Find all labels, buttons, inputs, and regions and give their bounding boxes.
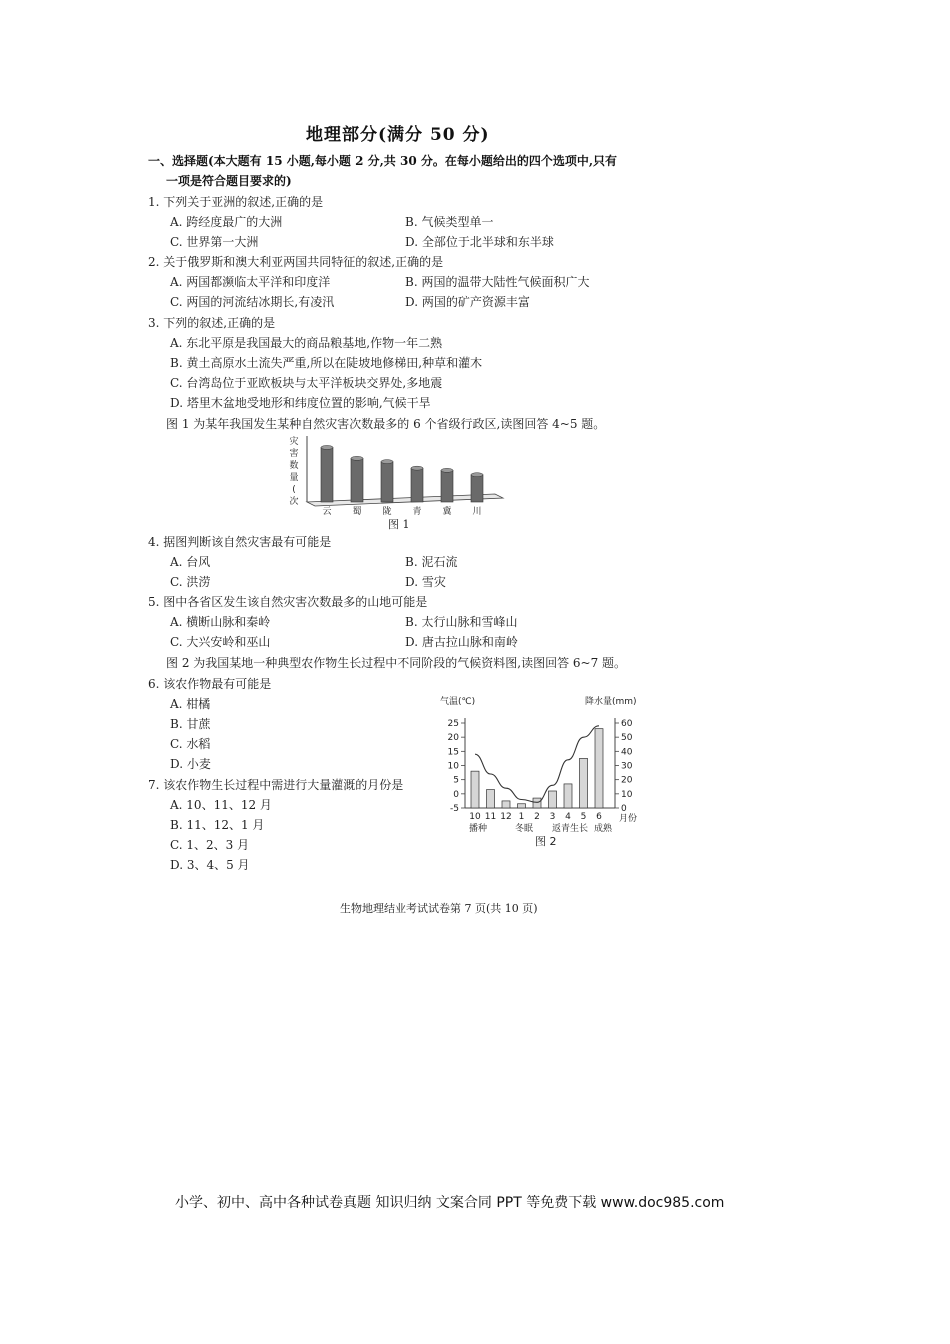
figure-2-month-1: 1 [518, 812, 525, 822]
figure-2-precip-bar-2 [533, 798, 541, 808]
site-footer: 小学、初中、高中各种试卷真题 知识归纳 文案合同 PPT 等免费下载 www.doc985.com [175, 1195, 725, 1211]
figure-2-stage-maturity: 成熟 [594, 824, 613, 834]
figure-2-precip-bar-12 [502, 801, 510, 808]
question-3-stem: 3. 下列的叙述,正确的是 [148, 316, 276, 330]
question-6-option-d: D. 小麦 [170, 757, 211, 771]
figure-2-precip-bar-11 [487, 790, 495, 808]
question-6-stem: 6. 该农作物最有可能是 [148, 677, 272, 691]
figure-2-stage-sowing: 播种 [469, 824, 488, 834]
question-1-option-b: B. 气候类型单一 [405, 215, 494, 229]
figure-2-month-3: 3 [549, 812, 556, 822]
svg-text:数: 数 [289, 461, 299, 471]
figure-2-month-5: 5 [580, 812, 587, 822]
page-number-footer: 生物地理结业考试试卷第 7 页(共 10 页) [340, 902, 538, 915]
figure-2-right-tick-4: 20 [621, 775, 633, 786]
figure-2-month-4: 4 [565, 812, 571, 822]
figure-1-bar-5 [441, 470, 453, 502]
question-1-option-c: C. 世界第一大洲 [170, 235, 259, 249]
question-2-option-a: A. 两国都濒临太平洋和印度洋 [170, 275, 331, 289]
question-4-option-c: C. 洪涝 [170, 575, 211, 589]
figure-1-bar-6 [471, 475, 483, 502]
figure-2-left-tick-5: 0 [453, 789, 459, 800]
figure-2-precip-bar-3 [549, 791, 557, 808]
question-7-option-c: C. 1、2、3 月 [170, 838, 250, 852]
question-6-option-c: C. 水稻 [170, 737, 211, 751]
figure-2-stage-regreening: 返青生长 [552, 824, 589, 834]
svg-text:次: 次 [289, 497, 299, 507]
figure-2-stage-dormancy: 冬眠 [515, 824, 534, 834]
question-4-option-a: A. 台风 [170, 555, 211, 569]
figure-2-right-tick-3: 30 [621, 761, 633, 772]
svg-text:(: ( [292, 485, 296, 495]
figure-2-month-2: 2 [534, 812, 540, 822]
question-4-stem: 4. 据图判断该自然灾害最有可能是 [148, 535, 332, 549]
question-1-option-a: A. 跨经度最广的大洲 [170, 215, 283, 229]
question-5-option-c: C. 大兴安岭和巫山 [170, 635, 271, 649]
question-7-option-d: D. 3、4、5 月 [170, 858, 250, 872]
svg-text:灾: 灾 [289, 437, 299, 447]
question-3-option-a: A. 东北平原是我国最大的商品粮基地,作物一年二熟 [170, 336, 443, 350]
question-2-stem: 2. 关于俄罗斯和澳大利亚两国共同特征的叙述,正确的是 [148, 255, 444, 269]
question-2-option-d: D. 两国的矿产资源丰富 [405, 295, 530, 309]
figure-2-right-tick-1: 50 [621, 733, 633, 744]
page-title: 地理部分(满分 50 分) [306, 125, 490, 145]
figure-1-bar-1 [321, 447, 333, 502]
figure-2-left-tick-6: -5 [450, 804, 459, 814]
figure-2-right-tick-6: 0 [621, 804, 627, 814]
question-7-option-a: A. 10、11、12 月 [170, 798, 272, 812]
svg-text:害: 害 [289, 449, 299, 459]
section-heading-line1: 一、选择题(本大题有 15 小题,每小题 2 分,共 30 分。在每小题给出的四个选项中,只有 [148, 154, 618, 168]
figure-2-ylabel-left: 气温(℃) [440, 697, 476, 707]
figure-2-right-tick-2: 40 [621, 747, 633, 758]
figure-2-month-11: 11 [484, 812, 497, 822]
figure-1-bar-top-3 [381, 460, 393, 464]
figure1-intro: 图 1 为某年我国发生某种自然灾害次数最多的 6 个省级行政区,读图回答 4~5 题。 [166, 417, 606, 431]
figure-2-right-tick-0: 60 [621, 719, 633, 729]
figure-1-category-5: 冀 [442, 507, 452, 517]
question-6-option-a: A. 柑橘 [170, 697, 211, 711]
figure-2-left-tick-3: 10 [447, 761, 459, 772]
figure-1-category-4: 青 [412, 507, 422, 517]
figure-1-category-3: 陇 [382, 507, 392, 517]
question-3-option-c: C. 台湾岛位于亚欧板块与太平洋板块交界处,多地震 [170, 376, 443, 390]
figure-1-bar-top-5 [441, 468, 453, 472]
question-4-option-b: B. 泥石流 [405, 555, 458, 569]
figure-2-caption: 图 2 [535, 835, 557, 848]
question-7-stem: 7. 该农作物生长过程中需进行大量灌溉的月份是 [148, 778, 404, 792]
question-5-option-d: D. 唐古拉山脉和南岭 [405, 635, 518, 649]
figure-2-precip-bar-5 [580, 758, 588, 808]
question-1-option-d: D. 全部位于北半球和东半球 [405, 235, 554, 249]
question-7-option-b: B. 11、12、1 月 [170, 818, 265, 832]
figure-1-category-6: 川 [472, 507, 482, 517]
question-5-option-a: A. 横断山脉和秦岭 [170, 615, 271, 629]
question-4-option-d: D. 雪灾 [405, 575, 446, 589]
question-6-option-b: B. 甘蔗 [170, 717, 211, 731]
figure-2-right-tick-5: 10 [621, 789, 633, 800]
section-heading-line2: 一项是符合题目要求的) [166, 174, 292, 188]
figure-1-ylabel [289, 435, 298, 507]
figure-2-month-6: 6 [596, 812, 602, 822]
figure-1-bar-2 [351, 458, 363, 502]
question-3-option-d: D. 塔里木盆地受地形和纬度位置的影响,气候干旱 [170, 396, 431, 410]
figure-2-xlabel: 月份 [619, 814, 638, 824]
figure-2-precip-bar-4 [564, 784, 572, 808]
figure-1-bar-top-6 [471, 473, 483, 477]
figure-2-left-tick-1: 20 [447, 733, 459, 744]
question-2-option-c: C. 两国的河流结冰期长,有凌汛 [170, 295, 335, 309]
question-3-option-b: B. 黄土高原水土流失严重,所以在陡坡地修梯田,种草和灌木 [170, 356, 483, 370]
figure-2-precip-bar-6 [595, 729, 603, 808]
question-2-option-b: B. 两国的温带大陆性气候面积广大 [405, 275, 590, 289]
figure-2-left-tick-0: 25 [447, 719, 459, 729]
figure-2-month-12: 12 [500, 812, 512, 822]
figure-1-bar-top-4 [411, 466, 423, 470]
question-5-stem: 5. 图中各省区发生该自然灾害次数最多的山地可能是 [148, 595, 428, 609]
figure2-intro: 图 2 为我国某地一种典型农作物生长过程中不同阶段的气候资料图,读图回答 6~7 题。 [166, 656, 627, 670]
question-1-stem: 1. 下列关于亚洲的叙述,正确的是 [148, 195, 324, 209]
svg-text:量: 量 [289, 473, 299, 483]
question-5-option-b: B. 太行山脉和雪峰山 [405, 615, 518, 629]
figure-2-ylabel-right: 降水量(mm) [585, 697, 637, 707]
figure-2-precip-bar-10 [471, 771, 479, 808]
figure-1-bar-4 [411, 468, 423, 502]
figure-1-category-1: 云 [322, 507, 332, 517]
figure-1-category-2: 蜀 [352, 507, 362, 517]
figure-2-left-tick-4: 5 [453, 775, 459, 786]
figure-1-bar-top-2 [351, 456, 363, 460]
figure-1-caption: 图 1 [388, 518, 410, 531]
figure-2-chart [420, 690, 660, 850]
figure-2-month-10: 10 [469, 812, 481, 822]
figure-2-precip-bar-1 [518, 804, 526, 808]
figure-1-bar-3 [381, 462, 393, 502]
figure-2-left-tick-2: 15 [447, 747, 459, 758]
figure-1-bar-top-1 [321, 445, 333, 449]
